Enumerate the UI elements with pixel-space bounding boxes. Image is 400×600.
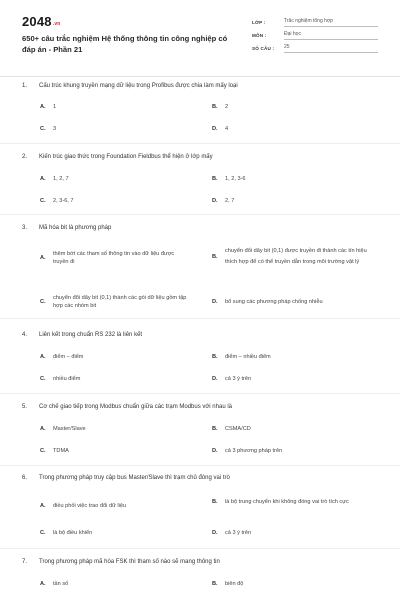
- meta-value: 25: [284, 44, 378, 53]
- option-letter: D.: [212, 299, 218, 305]
- question-prompt: Liên kết trong chuẩn RS 232 là liên kết: [39, 332, 143, 338]
- question-text: [22, 82, 382, 90]
- logo-suffix: .vn: [52, 21, 61, 27]
- option-letter: D.: [212, 198, 218, 204]
- option-text: 1: [53, 104, 57, 110]
- question-separator: [0, 318, 400, 319]
- meta-label: MÔN :: [252, 33, 267, 38]
- option-c[interactable]: [40, 529, 195, 537]
- option-text: chuyển đổi dãy bit (0,1) thành các gói dữ liệu gồm tập hợp các nhóm bit: [53, 295, 187, 309]
- option-a[interactable]: [40, 425, 195, 433]
- option-a[interactable]: [40, 103, 195, 111]
- option-letter: B.: [212, 253, 218, 260]
- option-text: biên độ: [225, 581, 244, 587]
- option-letter: B.: [212, 499, 218, 506]
- meta-info: [252, 14, 378, 53]
- option-letter: A.: [40, 255, 46, 261]
- option-text: CSMA/CD: [225, 426, 251, 432]
- question-number: 3.: [22, 225, 28, 231]
- option-text: 2, 3-6, 7: [53, 198, 74, 204]
- question-number: 2.: [22, 154, 28, 160]
- option-b[interactable]: [212, 103, 382, 111]
- option-a[interactable]: [40, 580, 195, 588]
- meta-value: Đại học: [284, 31, 378, 40]
- option-letter: B.: [212, 354, 218, 360]
- question-text: [22, 403, 382, 411]
- question-prompt: Mã hóa bit là phương pháp: [39, 225, 112, 231]
- question-text: [22, 153, 382, 161]
- option-d[interactable]: [212, 529, 382, 537]
- question-prompt: Kiến trúc giao thức trong Foundation Fieldbus thể hiện ở lớp mấy: [39, 154, 213, 160]
- option-letter: A.: [40, 176, 46, 182]
- question-text: [22, 224, 382, 232]
- option-d[interactable]: [212, 125, 382, 133]
- option-text: điều phối việc trao đổi dữ liệu: [53, 503, 127, 509]
- document-title: 650+ câu trắc nghiệm Hệ thống thông tin công nghiệp có đáp án - Phần 21: [22, 34, 228, 54]
- option-letter: D.: [212, 448, 218, 454]
- option-c[interactable]: [40, 125, 195, 133]
- option-text: 1, 2, 3-6: [225, 176, 246, 182]
- meta-row-class: [252, 14, 378, 27]
- question-number: 7.: [22, 559, 28, 565]
- option-c[interactable]: [40, 197, 195, 205]
- option-text: chuyển đổi dãy bit (0,1) được truyền đi thành các tín hiệu thích hợp để có thể truyền dẫn trong môi trường vật lý: [225, 248, 367, 265]
- option-c[interactable]: [40, 447, 195, 455]
- option-letter: B.: [212, 104, 218, 110]
- question-separator: [0, 548, 400, 549]
- option-text: cả 3 ý trên: [225, 530, 252, 536]
- option-letter: C.: [40, 299, 46, 305]
- option-d[interactable]: [212, 298, 382, 306]
- meta-label: SỐ CÂU :: [252, 46, 275, 51]
- question-prompt: Trong phương pháp mã hóa FSK thì tham số nào sẽ mang thông tin: [39, 559, 220, 565]
- option-letter: A.: [40, 104, 46, 110]
- option-d[interactable]: [212, 447, 382, 455]
- option-c[interactable]: [40, 294, 200, 310]
- question-separator: [0, 214, 400, 215]
- question-separator: [0, 143, 400, 144]
- option-b[interactable]: [212, 425, 382, 433]
- option-b[interactable]: [212, 580, 382, 588]
- option-text: là bộ trung chuyển khi không đóng vai trò tích cực: [225, 499, 349, 505]
- option-letter: C.: [40, 198, 46, 204]
- option-letter: D.: [212, 530, 218, 536]
- option-text: 4: [225, 126, 229, 132]
- question-separator: [0, 393, 400, 394]
- question-text: [22, 331, 382, 339]
- option-text: tần số: [53, 581, 69, 587]
- option-b[interactable]: [212, 246, 382, 267]
- option-text: điểm – điểm: [53, 354, 84, 360]
- option-a[interactable]: [40, 502, 195, 510]
- option-text: Master/Slave: [53, 426, 86, 432]
- option-letter: B.: [212, 581, 218, 587]
- option-d[interactable]: [212, 197, 382, 205]
- option-letter: D.: [212, 376, 218, 382]
- option-b[interactable]: [212, 353, 382, 361]
- question-prompt: Cấu trúc khung truyền mạng dữ liệu trong Profibus được chia làm mấy loại: [39, 83, 238, 89]
- option-a[interactable]: [40, 353, 195, 361]
- option-letter: A.: [40, 581, 46, 587]
- option-text: 2: [225, 104, 229, 110]
- option-text: TDMA: [53, 448, 69, 454]
- option-letter: C.: [40, 448, 46, 454]
- option-letter: A.: [40, 426, 46, 432]
- meta-label: LỚP :: [252, 20, 266, 25]
- site-logo[interactable]: [22, 14, 61, 29]
- question-text: [22, 474, 382, 482]
- option-b[interactable]: [212, 497, 382, 508]
- option-text: thêm bớt các tham số thông tin vào dữ liệu được truyền đi: [53, 251, 175, 265]
- option-text: bổ sung các phương pháp chống nhiễu: [225, 299, 323, 305]
- option-a[interactable]: [40, 175, 195, 183]
- option-letter: D.: [212, 126, 218, 132]
- question-number: 1.: [22, 83, 28, 89]
- option-b[interactable]: [212, 175, 382, 183]
- option-text: 2, 7: [225, 198, 235, 204]
- question-number: 4.: [22, 332, 28, 338]
- option-text: là bộ điều khiển: [53, 530, 93, 536]
- option-text: 1, 2, 7: [53, 176, 69, 182]
- page-header: [0, 0, 400, 76]
- question-prompt: Trong phương pháp truy cập bus Master/Slave thì trạm chủ đóng vai trò: [39, 475, 230, 481]
- question-prompt: Cơ chế giao tiếp trong Modbus chuẩn giữa các trạm Modbus với nhau là: [39, 404, 232, 410]
- question-text: [22, 558, 382, 566]
- logo-text: 2048: [22, 14, 52, 29]
- question-number: 6.: [22, 475, 28, 481]
- option-text: 3: [53, 126, 57, 132]
- option-letter: A.: [40, 354, 46, 360]
- option-letter: C.: [40, 376, 46, 382]
- meta-row-subject: [252, 27, 378, 40]
- option-letter: C.: [40, 530, 46, 536]
- option-text: cả 3 phương pháp trên: [225, 448, 283, 454]
- option-letter: B.: [212, 176, 218, 182]
- option-letter: B.: [212, 426, 218, 432]
- option-a[interactable]: [40, 250, 200, 266]
- header-divider: [0, 76, 400, 77]
- question-number: 5.: [22, 404, 28, 410]
- option-text: nhiều điểm: [53, 376, 81, 382]
- meta-value: Trắc nghiệm tổng hợp: [284, 18, 378, 27]
- question-separator: [0, 465, 400, 466]
- meta-row-count: [252, 40, 378, 53]
- option-letter: A.: [40, 503, 46, 509]
- option-letter: C.: [40, 126, 46, 132]
- option-c[interactable]: [40, 375, 195, 383]
- option-d[interactable]: [212, 375, 382, 383]
- option-text: cả 3 ý trên: [225, 376, 252, 382]
- option-text: điểm – nhiều điểm: [225, 354, 271, 360]
